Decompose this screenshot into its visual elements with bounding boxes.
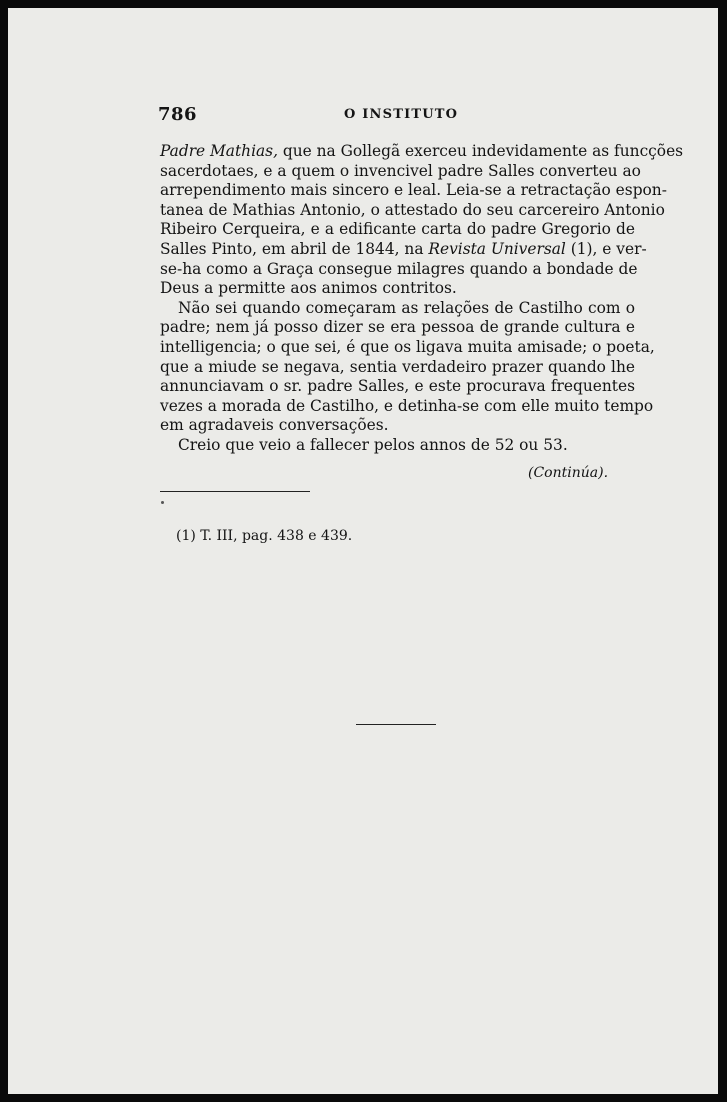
- text-line: Não sei quando começaram as relações de Castilho com o: [178, 298, 635, 317]
- text-line: arrependimento mais sincero e leal. Leia-se a retractação espon-: [160, 181, 667, 200]
- running-title: O INSTITUTO: [344, 107, 459, 122]
- body-text: [160, 142, 684, 456]
- text-line: [160, 142, 684, 162]
- text-line: Deus a permitte aos animos contritos.: [160, 279, 457, 298]
- text-fragment: que na Gollegã exerceu indevidamente as funcções: [277, 142, 684, 160]
- continua-note: (Continúa).: [528, 465, 609, 481]
- text-fragment: Salles Pinto, em abril de 1844, na: [160, 239, 429, 258]
- text-line: sacerdotaes, e a quem o invencivel padre Salles converteu ao: [160, 161, 641, 180]
- text-line: intelligencia; o que sei, é que os ligava muita amisade; o poeta,: [160, 337, 655, 356]
- footnote: [176, 528, 352, 544]
- page-number: 786: [158, 104, 198, 125]
- text-line: Creio que veio a fallecer pelos annos de 52 ou 53.: [178, 435, 568, 454]
- section-divider: [356, 724, 436, 725]
- text-fragment: (1), e ver-: [565, 239, 647, 258]
- text-line: annunciavam o sr. padre Salles, e este procurava frequentes: [160, 377, 635, 396]
- footnote-rule: [160, 491, 310, 492]
- book-page: [8, 8, 718, 1094]
- text-line: [160, 239, 647, 260]
- italic-name: Padre Mathias,: [160, 142, 278, 160]
- footnote-text: T. III, pag. 438 e 439.: [200, 528, 353, 544]
- text-line: vezes a morada de Castilho, e detinha-se com elle muito tempo: [160, 396, 654, 415]
- footnote-marker: (1): [176, 528, 196, 544]
- text-line: Ribeiro Cerqueira, e a edificante carta do padre Gregorio de: [160, 220, 635, 239]
- text-line: padre; nem já posso dizer se era pessoa de grande cultura e: [160, 318, 635, 337]
- ink-speck: [161, 501, 164, 504]
- text-line: que a miude se negava, sentia verdadeiro prazer quando lhe: [160, 357, 635, 376]
- text-line: tanea de Mathias Antonio, o attestado do seu carcereiro Antonio: [160, 200, 665, 219]
- text-line: se-ha como a Graça consegue milagres quando a bondade de: [160, 259, 638, 278]
- page-header: [158, 104, 638, 130]
- italic-title: Revista Universal: [428, 239, 566, 258]
- text-line: em agradaveis conversações.: [160, 416, 389, 435]
